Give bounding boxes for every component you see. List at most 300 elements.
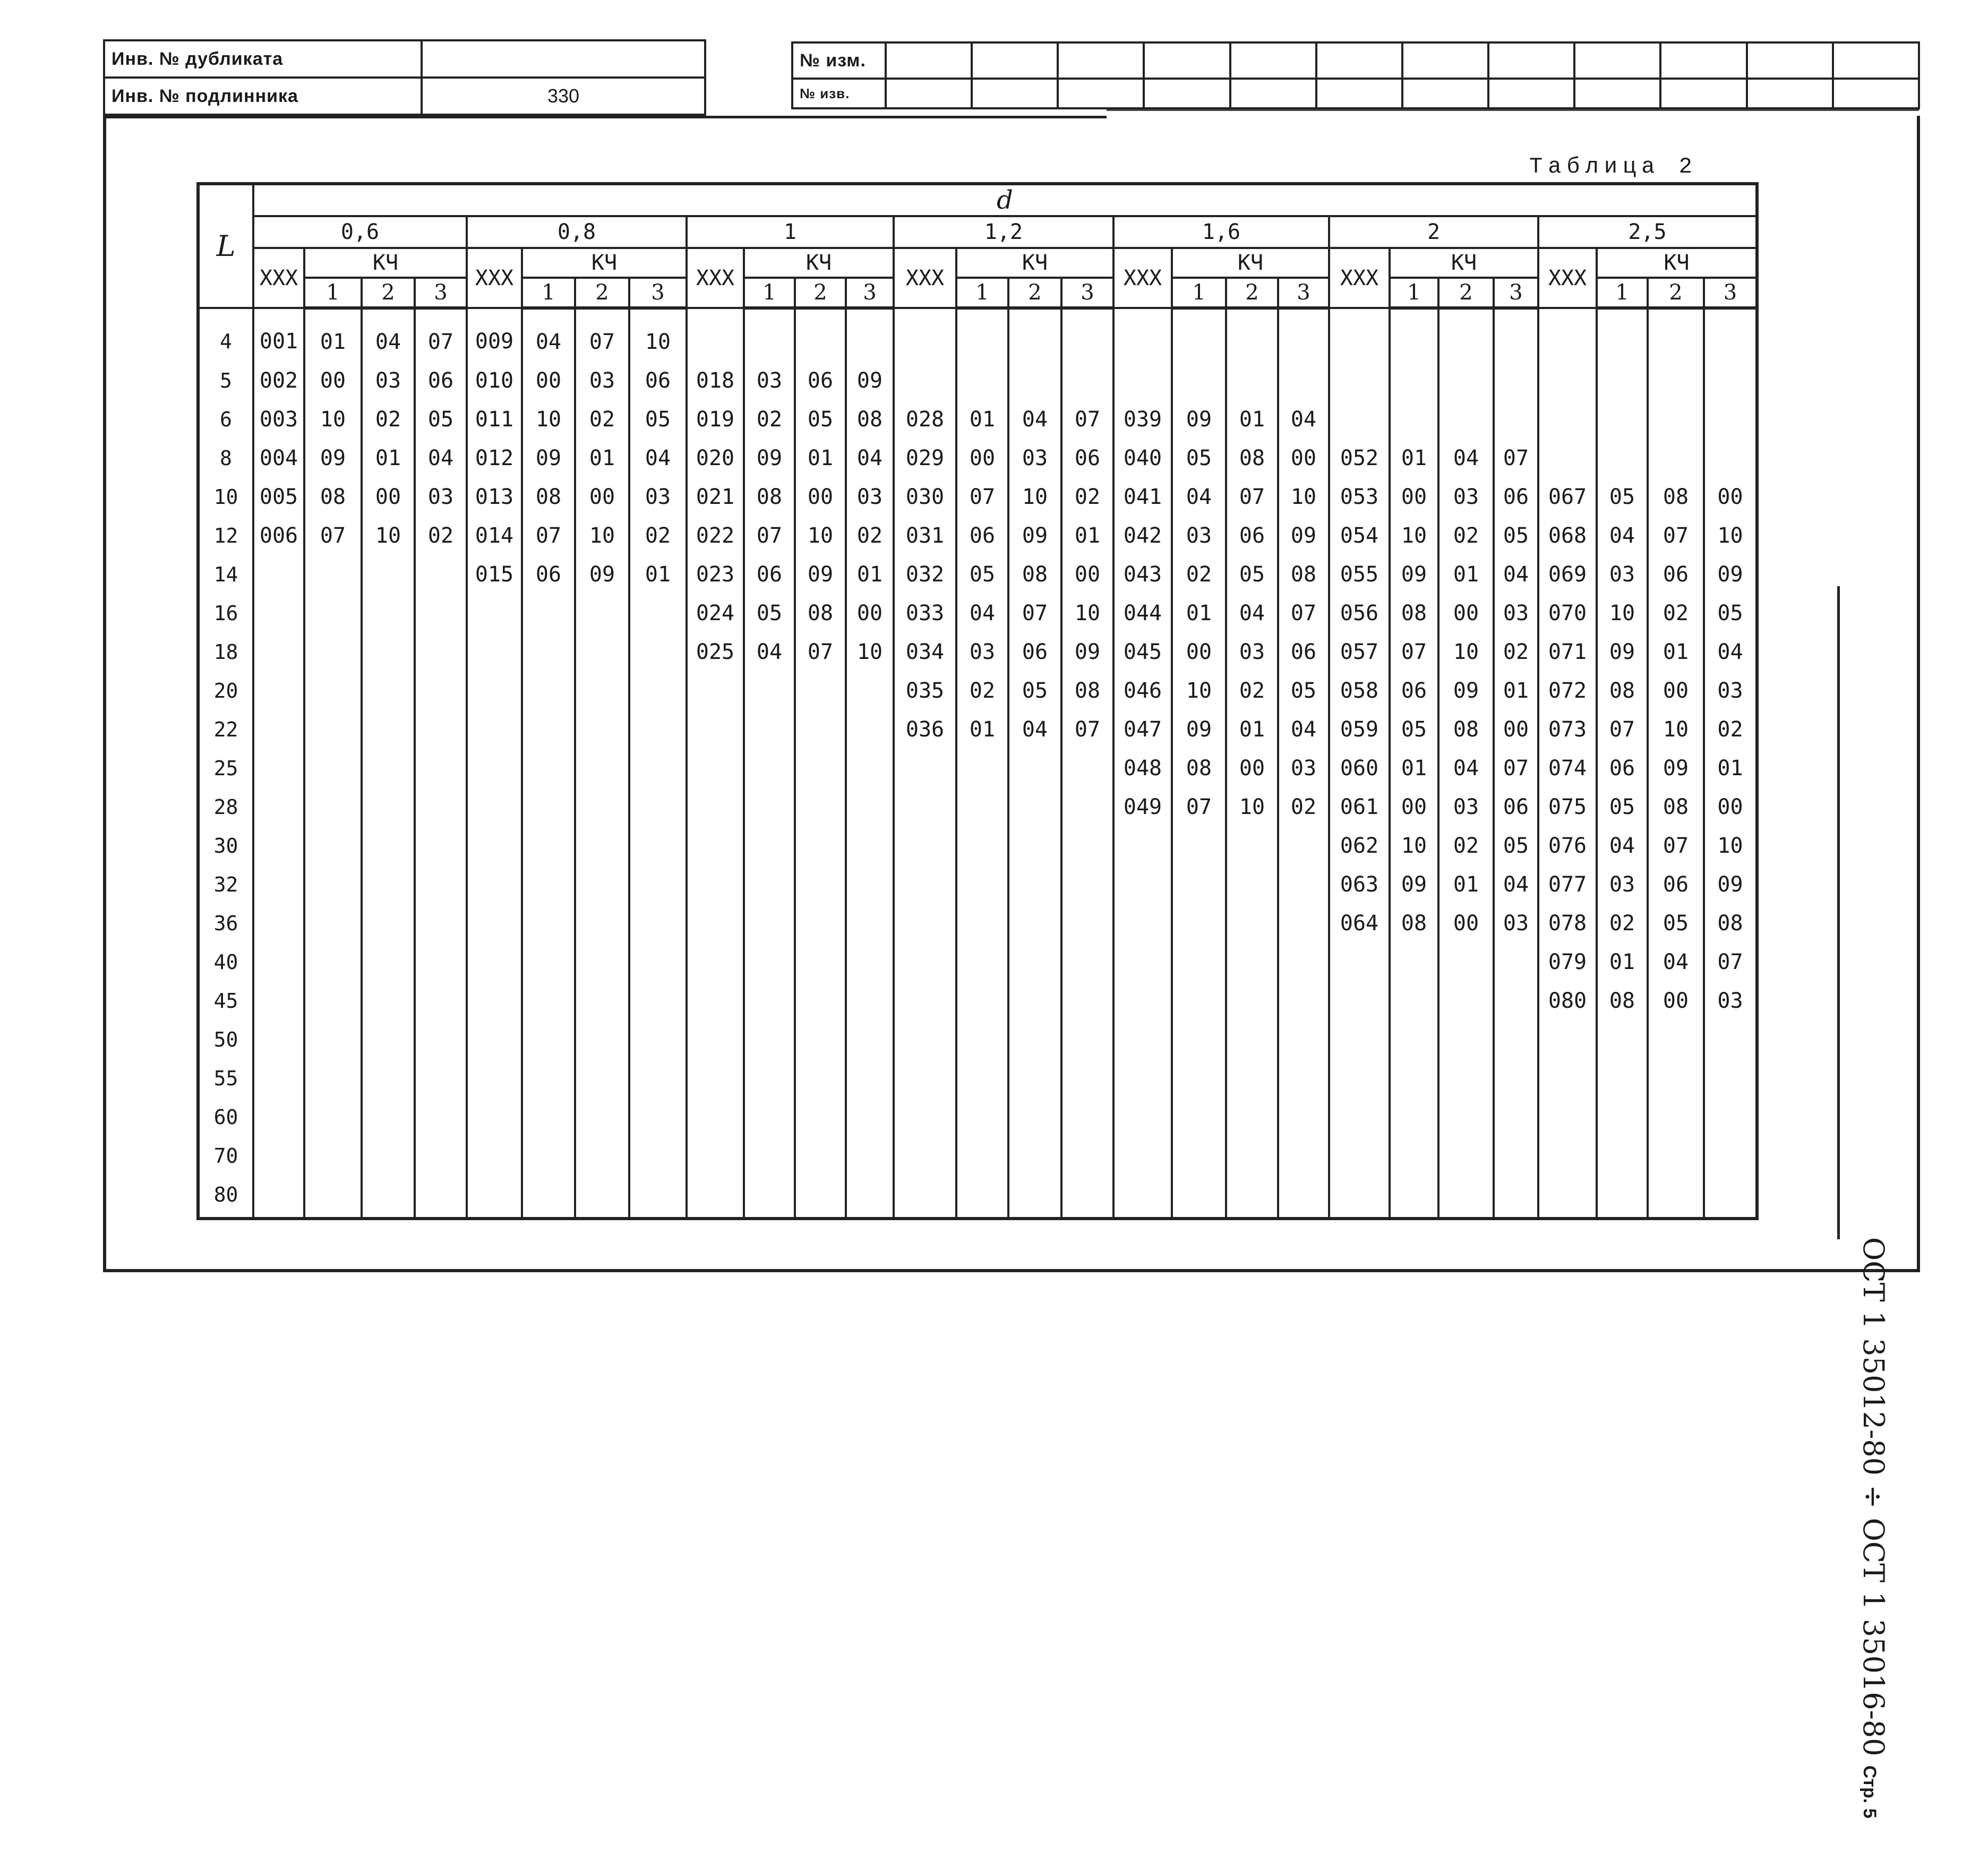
xxx-code-cell: 044	[1113, 594, 1172, 632]
xxx-code-cell	[687, 710, 744, 749]
kch-code-cell	[1226, 981, 1278, 1020]
table-row	[198, 1020, 1757, 1059]
kch-code-cell	[1226, 942, 1278, 981]
kch-code-cell	[1438, 400, 1494, 439]
xxx-code-cell: 012	[467, 439, 522, 477]
kch-code-cell: 02	[1061, 477, 1113, 516]
kch-code-cell	[1648, 1175, 1704, 1219]
kch-code-cell	[1438, 981, 1494, 1020]
kch-code-cell	[846, 671, 894, 710]
xxx-code-cell	[1329, 400, 1390, 439]
xxx-code-cell	[687, 308, 744, 361]
xxx-code-cell: 049	[1113, 787, 1172, 826]
kch-code-cell	[522, 1059, 575, 1098]
kch-code-cell	[1061, 1098, 1113, 1136]
kch-code-cell: 00	[1704, 477, 1757, 516]
kch-code-cell: 00	[575, 477, 629, 516]
kch-code-cell: 02	[1648, 594, 1704, 632]
kch-code-cell	[1704, 1175, 1757, 1219]
kch-number-header: 2	[1438, 278, 1494, 308]
kch-code-cell	[522, 594, 575, 632]
kch-code-cell: 00	[1438, 594, 1494, 632]
xxx-code-cell: 053	[1329, 477, 1390, 516]
xxx-code-cell	[467, 1175, 522, 1219]
kch-code-cell: 00	[304, 361, 362, 400]
kch-code-cell	[846, 942, 894, 981]
xxx-code-cell: 067	[1538, 477, 1597, 516]
kch-code-cell	[846, 710, 894, 749]
xxx-code-cell	[687, 671, 744, 710]
xxx-code-cell	[253, 1098, 304, 1136]
kch-code-cell: 01	[1494, 671, 1538, 710]
kch-number-header: 3	[1494, 278, 1538, 308]
kch-code-cell	[846, 787, 894, 826]
kch-code-cell: 01	[1704, 749, 1757, 787]
change-cell	[1574, 42, 1660, 79]
kch-code-cell: 03	[1008, 439, 1061, 477]
kch-code-cell: 01	[1061, 516, 1113, 555]
xxx-code-cell: 029	[894, 439, 956, 477]
kch-code-cell	[1278, 1020, 1329, 1059]
table-row	[198, 981, 1757, 1020]
table-row	[198, 555, 1757, 594]
kch-code-cell	[1172, 1059, 1226, 1098]
kch-code-cell: 08	[744, 477, 795, 516]
kch-code-cell: 09	[1390, 555, 1438, 594]
xxx-code-cell	[253, 671, 304, 710]
kch-code-cell: 09	[1008, 516, 1061, 555]
xxx-code-cell	[467, 749, 522, 787]
kch-code-cell	[1008, 904, 1061, 942]
kch-code-cell	[1438, 1098, 1494, 1136]
xxx-code-cell: 056	[1329, 594, 1390, 632]
d-value-header: 0,6	[253, 216, 467, 248]
xxx-code-cell	[467, 865, 522, 904]
kch-code-cell	[304, 904, 362, 942]
l-value: 22	[198, 710, 253, 749]
kch-code-cell	[522, 826, 575, 865]
kch-code-cell	[1390, 981, 1438, 1020]
xxx-code-cell: 031	[894, 516, 956, 555]
xxx-code-cell: 025	[687, 632, 744, 671]
kch-code-cell: 03	[1494, 594, 1538, 632]
table-row	[198, 1175, 1757, 1219]
kch-code-cell	[846, 1059, 894, 1098]
kch-code-cell: 07	[1494, 439, 1538, 477]
l-value: 20	[198, 671, 253, 710]
kch-code-cell: 01	[795, 439, 846, 477]
kch-code-cell	[304, 1020, 362, 1059]
kch-code-cell: 00	[1390, 477, 1438, 516]
xxx-code-cell	[467, 710, 522, 749]
xxx-code-cell	[894, 1098, 956, 1136]
kch-code-cell: 04	[1438, 439, 1494, 477]
kch-code-cell: 00	[1061, 555, 1113, 594]
kch-code-cell: 05	[1494, 826, 1538, 865]
xxx-code-cell	[1113, 1175, 1172, 1219]
kch-code-cell: 03	[415, 477, 467, 516]
xxx-code-cell: 046	[1113, 671, 1172, 710]
change-cell	[1747, 42, 1833, 79]
xxx-code-cell	[687, 1175, 744, 1219]
xxx-code-cell	[1113, 942, 1172, 981]
kch-code-cell	[1494, 308, 1538, 361]
original-inv-value: 330	[422, 78, 705, 115]
kch-code-cell	[629, 981, 687, 1020]
d-value-header: 1	[687, 216, 894, 248]
kch-code-cell	[1438, 1175, 1494, 1219]
xxx-code-cell: 019	[687, 400, 744, 439]
xxx-code-cell: 069	[1538, 555, 1597, 594]
kch-code-cell	[415, 1175, 467, 1219]
xxx-code-cell	[467, 1020, 522, 1059]
kch-code-cell: 08	[1438, 710, 1494, 749]
kch-code-cell	[1597, 400, 1648, 439]
l-value: 28	[198, 787, 253, 826]
change-cell	[1833, 42, 1919, 79]
kch-code-cell	[1648, 1098, 1704, 1136]
xxx-code-cell	[467, 904, 522, 942]
kch-code-cell: 05	[1172, 439, 1226, 477]
xxx-code-cell: 055	[1329, 555, 1390, 594]
kch-code-cell	[415, 904, 467, 942]
xxx-code-cell: 024	[687, 594, 744, 632]
kch-code-cell	[1494, 1020, 1538, 1059]
kch-code-cell: 08	[1008, 555, 1061, 594]
xxx-code-cell	[1538, 439, 1597, 477]
kch-code-cell: 09	[522, 439, 575, 477]
kch-header: КЧ	[304, 248, 467, 278]
xxx-code-cell	[1538, 1136, 1597, 1175]
kch-code-cell	[744, 787, 795, 826]
kch-code-cell	[795, 671, 846, 710]
kch-code-cell	[575, 981, 629, 1020]
kch-code-cell: 04	[1597, 516, 1648, 555]
kch-code-cell: 09	[575, 555, 629, 594]
kch-code-cell	[522, 904, 575, 942]
kch-code-cell: 02	[629, 516, 687, 555]
kch-code-cell	[575, 632, 629, 671]
kch-code-cell	[1494, 942, 1538, 981]
kch-code-cell: 04	[1226, 594, 1278, 632]
kch-code-cell: 07	[1008, 594, 1061, 632]
kch-code-cell: 04	[629, 439, 687, 477]
kch-code-cell	[956, 981, 1008, 1020]
kch-code-cell: 08	[1648, 787, 1704, 826]
kch-code-cell	[1008, 1020, 1061, 1059]
kch-code-cell: 07	[795, 632, 846, 671]
kch-code-cell	[304, 632, 362, 671]
l-value: 50	[198, 1020, 253, 1059]
kch-code-cell: 02	[1226, 671, 1278, 710]
kch-code-cell: 01	[1438, 865, 1494, 904]
xxx-code-cell	[687, 749, 744, 787]
kch-code-cell: 02	[744, 400, 795, 439]
kch-code-cell: 10	[1226, 787, 1278, 826]
kch-code-cell: 10	[1390, 826, 1438, 865]
kch-code-cell	[415, 1098, 467, 1136]
kch-code-cell	[304, 1136, 362, 1175]
notice-cell	[1230, 79, 1316, 108]
xxx-code-cell: 023	[687, 555, 744, 594]
kch-code-cell	[1278, 1059, 1329, 1098]
kch-code-cell	[415, 594, 467, 632]
xxx-code-cell: 077	[1538, 865, 1597, 904]
change-cell	[1316, 42, 1402, 79]
kch-code-cell	[629, 1136, 687, 1175]
d-header: d	[253, 184, 1757, 216]
xxx-code-cell	[253, 632, 304, 671]
kch-code-cell: 04	[1438, 749, 1494, 787]
xxx-code-cell	[253, 942, 304, 981]
kch-code-cell	[1172, 1175, 1226, 1219]
kch-code-cell	[956, 787, 1008, 826]
xxx-code-cell	[1113, 826, 1172, 865]
kch-code-cell	[1494, 1098, 1538, 1136]
xxx-code-cell: 002	[253, 361, 304, 400]
kch-code-cell: 04	[1597, 826, 1648, 865]
kch-code-cell	[304, 942, 362, 981]
table-row	[198, 1098, 1757, 1136]
kch-code-cell: 09	[1172, 710, 1226, 749]
kch-code-cell	[956, 749, 1008, 787]
kch-code-cell	[846, 826, 894, 865]
kch-code-cell	[575, 1136, 629, 1175]
xxx-code-cell	[253, 594, 304, 632]
kch-code-cell	[1438, 361, 1494, 400]
kch-number-header: 3	[629, 278, 687, 308]
kch-code-cell	[744, 710, 795, 749]
xxx-code-cell	[1113, 1020, 1172, 1059]
xxx-code-cell: 076	[1538, 826, 1597, 865]
kch-code-cell	[744, 1059, 795, 1098]
kch-code-cell	[1008, 942, 1061, 981]
kch-code-cell	[362, 671, 415, 710]
kch-code-cell: 08	[795, 594, 846, 632]
kch-code-cell	[629, 904, 687, 942]
l-value: 18	[198, 632, 253, 671]
kch-code-cell: 03	[1438, 477, 1494, 516]
kch-code-cell	[629, 826, 687, 865]
kch-code-cell	[522, 671, 575, 710]
kch-code-cell	[744, 308, 795, 361]
kch-code-cell: 03	[1704, 671, 1757, 710]
xxx-code-cell	[467, 981, 522, 1020]
kch-code-cell	[522, 981, 575, 1020]
notice-cell	[1402, 79, 1488, 108]
kch-code-cell	[362, 749, 415, 787]
kch-code-cell	[362, 555, 415, 594]
kch-code-cell	[846, 904, 894, 942]
kch-code-cell: 07	[304, 516, 362, 555]
kch-code-cell: 00	[1494, 710, 1538, 749]
duplicate-inv-label: Инв. № дубликата	[104, 40, 422, 78]
kch-code-cell: 04	[846, 439, 894, 477]
xxx-code-cell: 064	[1329, 904, 1390, 942]
kch-number-header: 3	[1061, 278, 1113, 308]
xxx-code-cell: 073	[1538, 710, 1597, 749]
xxx-code-cell: 079	[1538, 942, 1597, 981]
kch-code-cell	[629, 749, 687, 787]
d-value-header: 1,2	[894, 216, 1113, 248]
kch-code-cell: 07	[1648, 826, 1704, 865]
xxx-code-cell: 032	[894, 555, 956, 594]
kch-code-cell: 06	[1226, 516, 1278, 555]
l-value: 30	[198, 826, 253, 865]
xxx-code-cell	[1113, 904, 1172, 942]
xxx-code-cell: 058	[1329, 671, 1390, 710]
kch-code-cell: 01	[575, 439, 629, 477]
kch-code-cell	[1390, 400, 1438, 439]
kch-code-cell	[744, 1136, 795, 1175]
kch-code-cell	[1061, 361, 1113, 400]
xxx-code-cell	[467, 632, 522, 671]
kch-code-cell: 00	[1648, 671, 1704, 710]
kch-code-cell	[1061, 1059, 1113, 1098]
xxx-code-cell	[1538, 1059, 1597, 1098]
change-cell	[1144, 42, 1230, 79]
kch-code-cell	[1278, 1098, 1329, 1136]
l-column-header: L	[198, 184, 253, 308]
kch-code-cell	[1597, 1136, 1648, 1175]
kch-code-cell: 07	[1278, 594, 1329, 632]
kch-code-cell	[1061, 904, 1113, 942]
kch-code-cell: 06	[1494, 477, 1538, 516]
kch-code-cell	[629, 942, 687, 981]
kch-code-cell: 01	[1648, 632, 1704, 671]
kch-code-cell: 01	[1390, 439, 1438, 477]
kch-number-header: 1	[304, 278, 362, 308]
kch-code-cell	[795, 1136, 846, 1175]
xxx-code-cell	[1329, 1059, 1390, 1098]
kch-code-cell: 06	[956, 516, 1008, 555]
table-row	[198, 710, 1757, 749]
xxx-code-cell	[467, 1059, 522, 1098]
kch-code-cell	[1172, 308, 1226, 361]
notice-cell	[1144, 79, 1230, 108]
kch-code-cell: 03	[1704, 981, 1757, 1020]
kch-code-cell	[1061, 981, 1113, 1020]
xxx-code-cell: 018	[687, 361, 744, 400]
kch-code-cell: 02	[1278, 787, 1329, 826]
kch-code-cell	[1061, 1136, 1113, 1175]
xxx-code-cell	[1538, 400, 1597, 439]
kch-code-cell	[362, 632, 415, 671]
kch-code-cell	[575, 1059, 629, 1098]
kch-code-cell	[1278, 904, 1329, 942]
xxx-code-cell: 022	[687, 516, 744, 555]
xxx-code-cell: 047	[1113, 710, 1172, 749]
xxx-code-cell	[1329, 308, 1390, 361]
kch-code-cell: 00	[795, 477, 846, 516]
xxx-code-cell	[1113, 361, 1172, 400]
kch-code-cell: 04	[1278, 710, 1329, 749]
kch-code-cell	[1494, 1136, 1538, 1175]
kch-code-cell	[1172, 865, 1226, 904]
kch-code-cell	[744, 826, 795, 865]
xxx-code-cell	[253, 1175, 304, 1219]
l-value: 32	[198, 865, 253, 904]
kch-code-cell	[575, 942, 629, 981]
kch-code-cell: 04	[1704, 632, 1757, 671]
kch-code-cell	[629, 1098, 687, 1136]
table-row	[198, 865, 1757, 904]
side-title-text: ОСТ 1 35012-80 ÷ ОСТ 1 35016-80	[1857, 1237, 1890, 1756]
kch-code-cell	[575, 594, 629, 632]
kch-code-cell: 01	[956, 400, 1008, 439]
kch-code-cell	[415, 787, 467, 826]
xxx-code-cell	[1329, 361, 1390, 400]
xxx-code-cell: 075	[1538, 787, 1597, 826]
kch-code-cell	[846, 1020, 894, 1059]
change-cell	[1058, 42, 1144, 79]
kch-number-header: 2	[1648, 278, 1704, 308]
kch-code-cell	[795, 710, 846, 749]
xxx-code-cell	[253, 555, 304, 594]
notice-cell	[1574, 79, 1660, 108]
kch-code-cell: 02	[362, 400, 415, 439]
kch-code-cell: 04	[415, 439, 467, 477]
kch-code-cell: 10	[846, 632, 894, 671]
kch-code-cell: 06	[1278, 632, 1329, 671]
kch-code-cell	[744, 749, 795, 787]
kch-code-cell: 08	[1704, 904, 1757, 942]
kch-code-cell: 06	[1061, 439, 1113, 477]
kch-code-cell: 04	[1008, 710, 1061, 749]
xxx-code-cell: 028	[894, 400, 956, 439]
kch-code-cell: 06	[415, 361, 467, 400]
table-row	[198, 516, 1757, 555]
kch-code-cell	[795, 787, 846, 826]
kch-code-cell	[629, 671, 687, 710]
change-no-label: № изм.	[792, 42, 886, 79]
l-value: 6	[198, 400, 253, 439]
kch-code-cell	[795, 981, 846, 1020]
kch-code-cell	[1278, 865, 1329, 904]
l-value: 55	[198, 1059, 253, 1098]
kch-code-cell: 03	[1597, 555, 1648, 594]
kch-code-cell: 07	[1704, 942, 1757, 981]
xxx-code-cell	[894, 308, 956, 361]
notice-cell	[1833, 79, 1919, 108]
kch-code-cell	[795, 1020, 846, 1059]
xxx-code-cell	[253, 1059, 304, 1098]
kch-code-cell: 10	[522, 400, 575, 439]
kch-code-cell	[1597, 1098, 1648, 1136]
kch-code-cell	[1172, 942, 1226, 981]
kch-code-cell: 01	[1172, 594, 1226, 632]
kch-code-cell	[575, 710, 629, 749]
notice-cell	[1316, 79, 1402, 108]
kch-code-cell: 07	[1172, 787, 1226, 826]
kch-number-header: 3	[1278, 278, 1329, 308]
kch-code-cell	[415, 826, 467, 865]
kch-code-cell: 05	[1597, 477, 1648, 516]
xxx-code-cell	[253, 981, 304, 1020]
kch-code-cell: 08	[522, 477, 575, 516]
kch-code-cell: 07	[415, 308, 467, 361]
kch-code-cell	[1390, 1098, 1438, 1136]
table-row	[198, 477, 1757, 516]
kch-code-cell	[304, 710, 362, 749]
kch-code-cell	[1648, 439, 1704, 477]
change-cell	[886, 42, 972, 79]
kch-code-cell	[304, 1175, 362, 1219]
xxx-code-cell: 039	[1113, 400, 1172, 439]
kch-code-cell: 02	[1172, 555, 1226, 594]
xxx-code-cell	[687, 787, 744, 826]
change-cell	[1660, 42, 1746, 79]
